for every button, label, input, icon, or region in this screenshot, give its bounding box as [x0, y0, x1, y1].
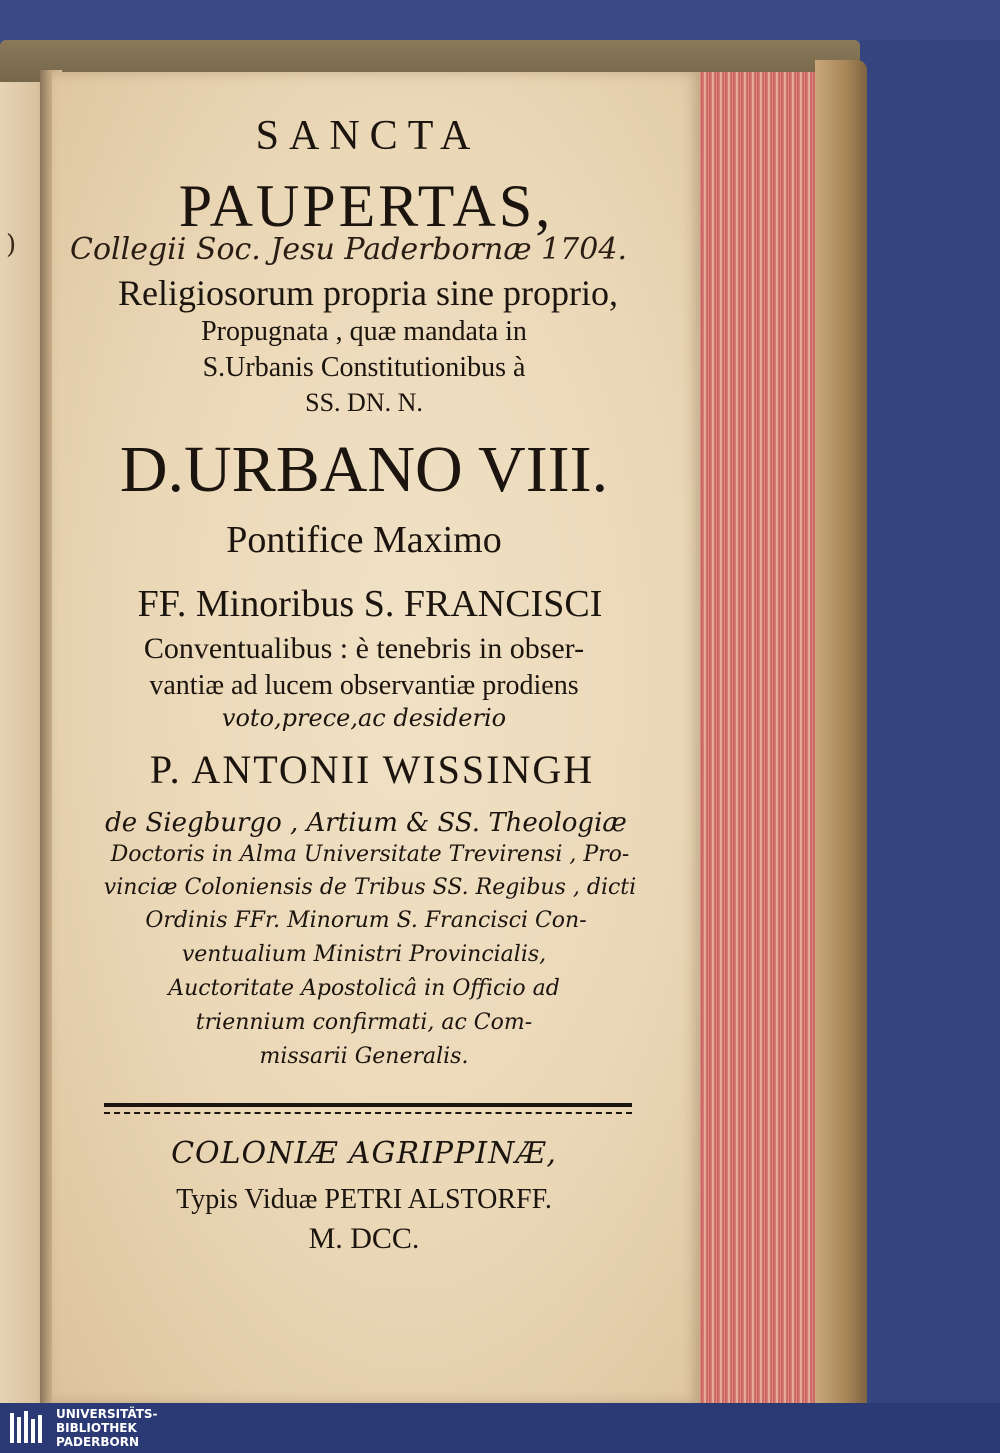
author-detail-line-7: triennium confirmati, ac Com-: [195, 1010, 533, 1035]
title-page: [52, 72, 700, 1403]
handwritten-ownership-note: Collegii Soc. Jesu Paderbornæ 1704.: [70, 232, 627, 267]
imprint-year: M. DCC.: [308, 1222, 420, 1255]
author-detail-line-4: Ordinis FFr. Minorum S. Francisci Con-: [145, 908, 587, 933]
library-name-line-3: PADERBORN: [56, 1435, 140, 1449]
ornamental-rule: [104, 1103, 632, 1107]
title-line-paupertas: PAUPERTAS,: [178, 173, 554, 239]
ornamental-rule-dashed: [104, 1112, 632, 1114]
conventual-line-1: Conventualibus : è tenebris in obser-: [143, 632, 585, 665]
subtitle-line-2: Propugnata , quæ mandata in: [201, 316, 527, 347]
conventual-line-2: vantiæ ad lucem observantiæ prodiens: [149, 670, 579, 701]
author-detail-line-6: Auctoritate Apostolicâ in Officio ad: [168, 976, 560, 1001]
subtitle-line-3: S.Urbanis Constitutionibus à: [202, 352, 526, 383]
author-detail-line-8: missarii Generalis.: [259, 1044, 469, 1069]
author-detail-line-5: ventualium Ministri Provincialis,: [181, 942, 547, 967]
red-fore-edge: [693, 72, 815, 1403]
book-cover-edge: [815, 60, 867, 1403]
left-page-fragment: ): [6, 230, 17, 260]
author-detail-line-3: vinciæ Coloniensis de Tribus SS. Regibus , dicti: [103, 875, 637, 900]
voto-line: voto,prece,ac desiderio: [221, 704, 507, 732]
library-name: [56, 1407, 158, 1449]
library-footer: [0, 1403, 1000, 1453]
title-page-text: [52, 72, 700, 1403]
library-name-line-2: BIBLIOTHEK: [56, 1421, 137, 1435]
author-line: P. ANTONII WISSINGH: [149, 747, 595, 792]
author-detail-line-2: Doctoris in Alma Universitate Trevirensi , Pro-: [110, 842, 630, 867]
pontifice-line: Pontifice Maximo: [226, 519, 502, 561]
imprint-place: COLONIÆ AGRIPPINÆ,: [171, 1136, 557, 1171]
pope-name-line: D.URBANO VIII.: [119, 433, 609, 506]
title-line-sancta: SANCTA: [255, 113, 481, 159]
library-logo-icon: [8, 1409, 48, 1447]
background-right: [860, 40, 1000, 1403]
imprint-printer: Typis Viduæ PETRI ALSTORFF.: [176, 1184, 552, 1215]
subtitle-line-4: SS. DN. N.: [305, 388, 423, 417]
franciscan-line: FF. Minoribus S. FRANCISCI: [137, 583, 603, 625]
library-name-line-1: UNIVERSITÄTS-: [56, 1407, 158, 1421]
subtitle-line-1: Religiosorum propria sine proprio,: [118, 273, 618, 313]
author-detail-line-1: de Siegburgo , Artium & SS. Theologiæ: [105, 808, 627, 838]
